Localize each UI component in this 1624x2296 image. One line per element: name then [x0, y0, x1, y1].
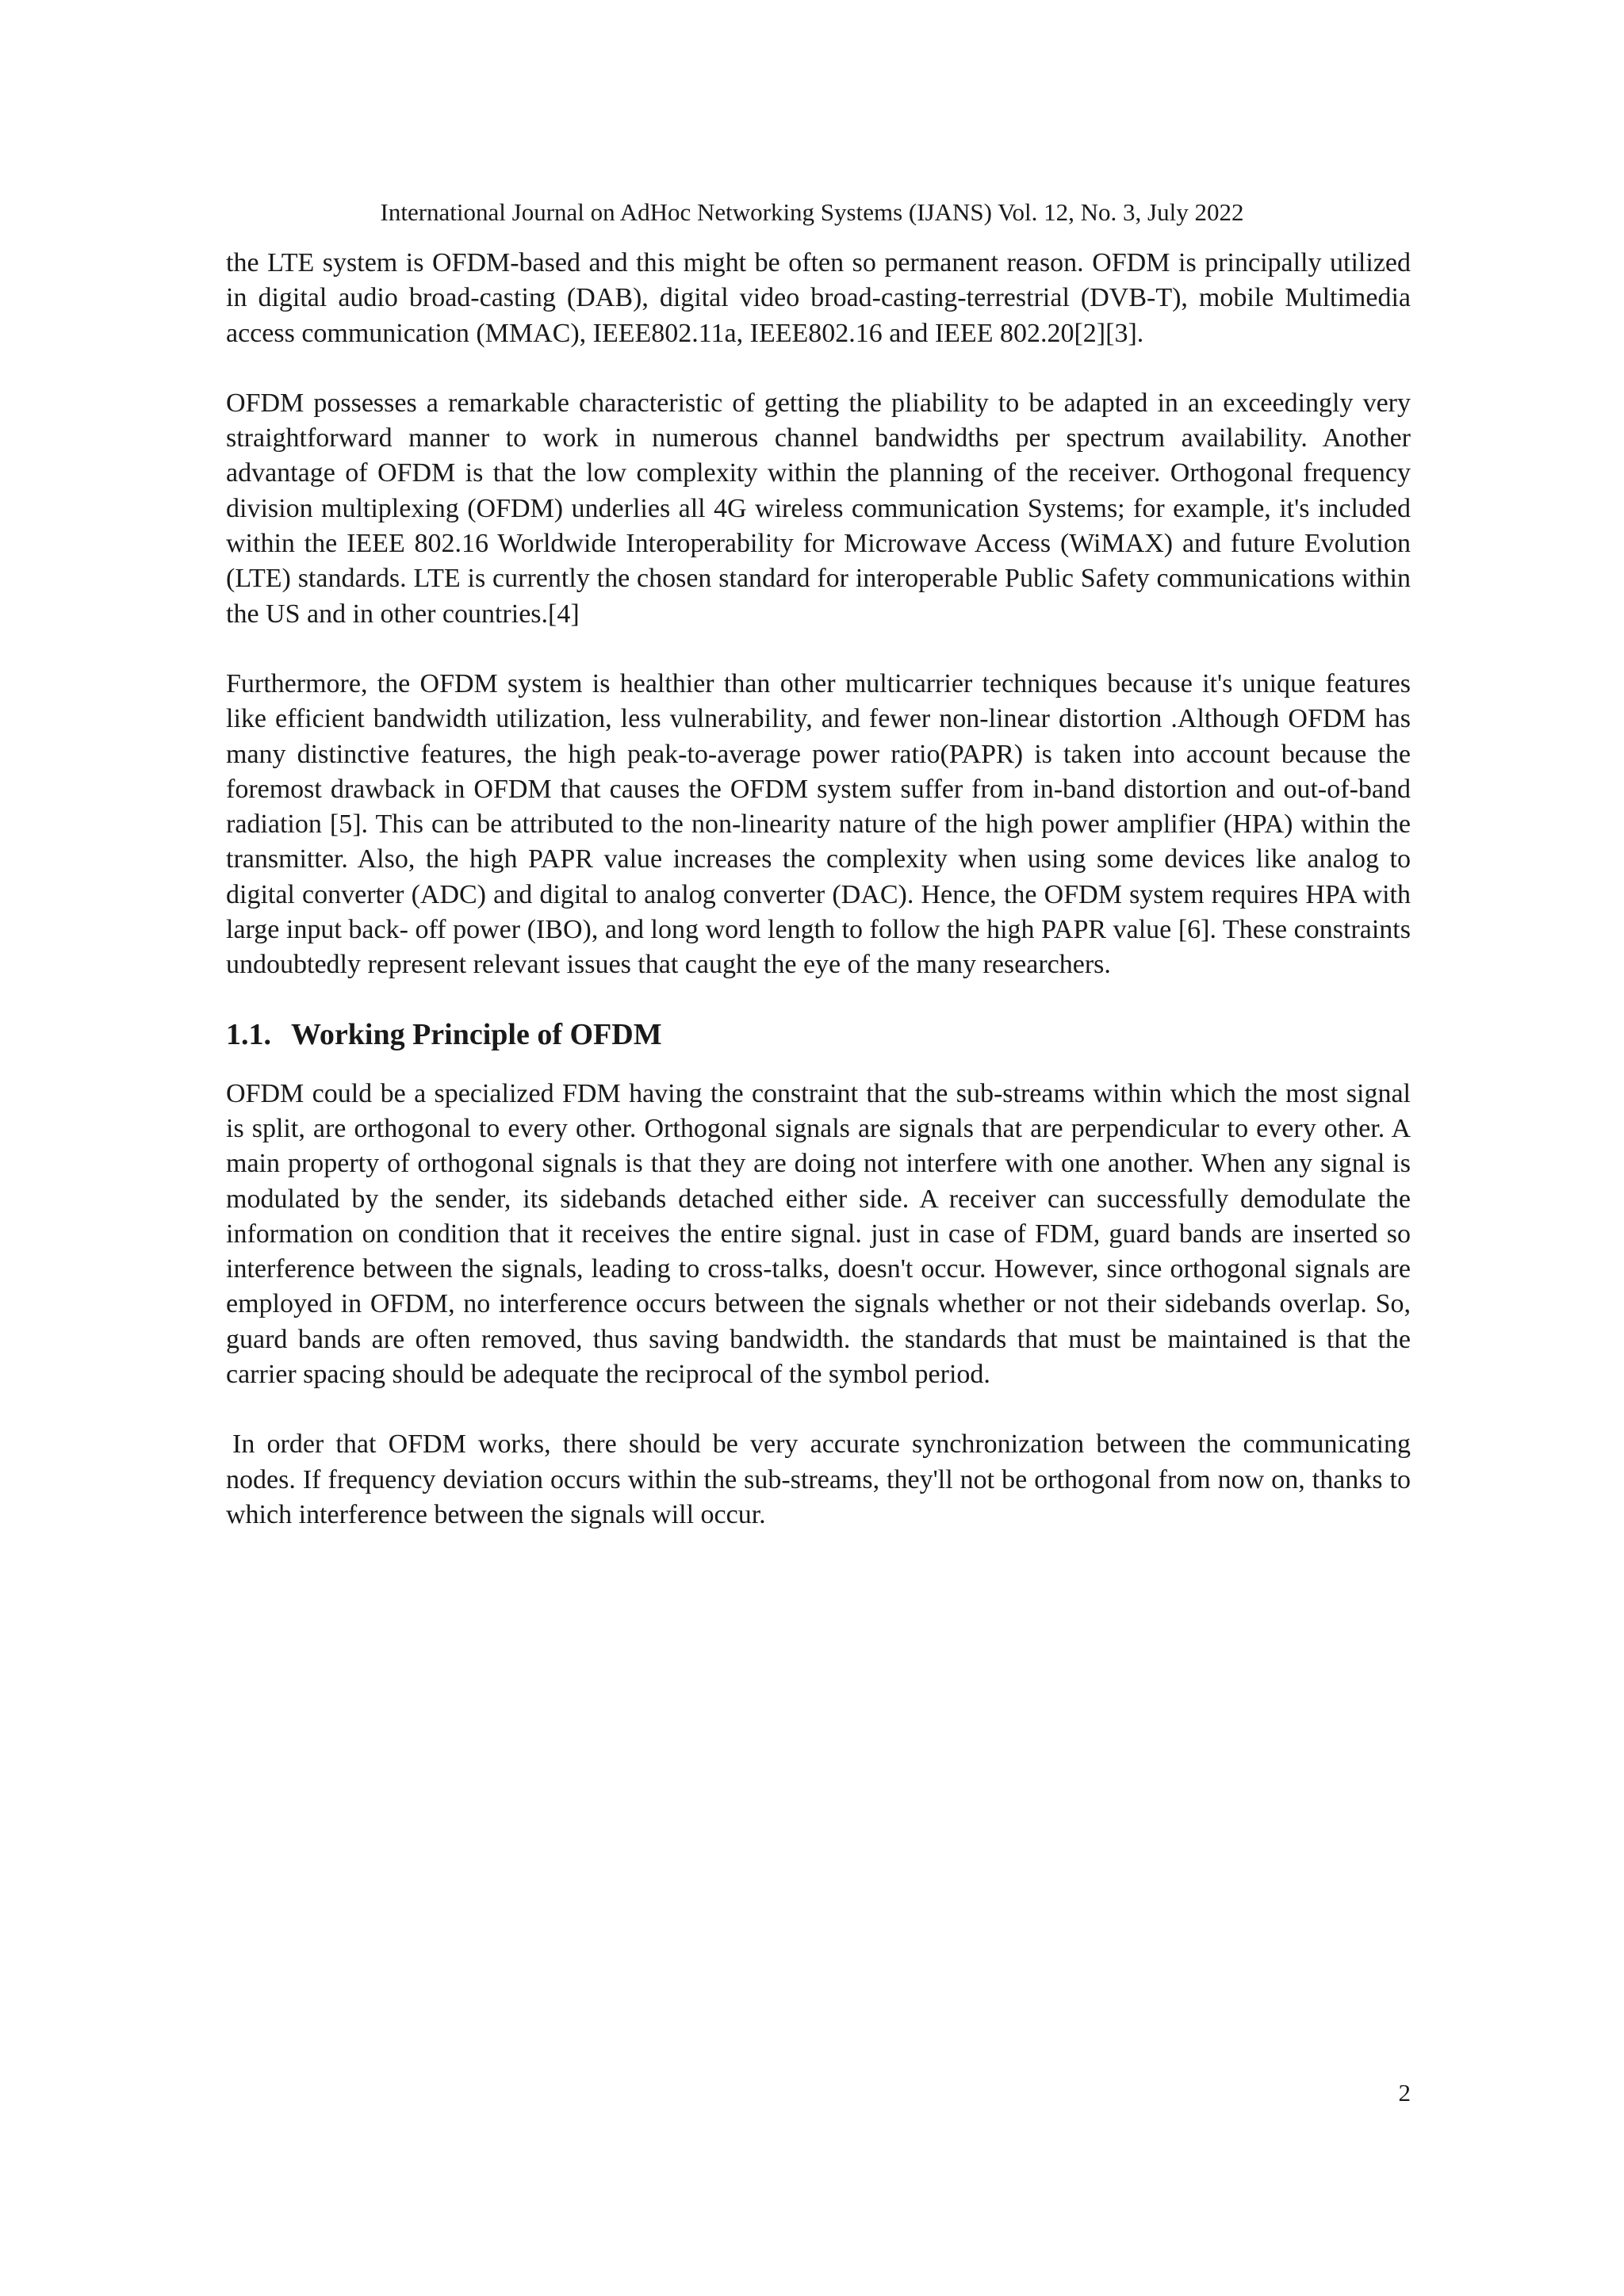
paragraph-synchronization: In order that OFDM works, there should be very accurate synchronization between the communicating nodes. If frequency deviation occurs within the sub-streams, they'll not be orthogonal from now on, thanks to which interference between the signals will occur.	[226, 1429, 1411, 1529]
section-heading	[226, 1005, 1411, 1064]
paragraph-gap	[226, 632, 1411, 667]
section-title: Working Principle of OFDM	[291, 1017, 662, 1051]
paragraph-papr: Furthermore, the OFDM system is healthier than other multicarrier techniques because it's unique features like efficient bandwidth utilization, less vulnerability, and fewer non-linear distortion .Although OFDM has many distinctive features, the high peak-to-average power ratio(PAPR) is taken into account because the foremost drawback in OFDM that causes the OFDM system suffer from in-band distortion and out-of-band radiation [5]. This can be attributed to the non-linearity nature of the high power amplifier (HPA) within the transmitter. Also, the high PAPR value increases the complexity when using some devices like analog to digital converter (ADC) and digital to analog converter (DAC). Hence, the OFDM system requires HPA with large input back- off power (IBO), and long word length to follow the high PAPR value [6]. These constraints undoubtedly represent relevant issues that caught the eye of the many researchers.	[226, 668, 1411, 980]
heading-gap	[226, 1064, 1411, 1077]
paragraph-ofdm-advantages: OFDM possesses a remarkable characteristic of getting the pliability to be adapted in an exceedingly very straightforward manner to work in numerous channel bandwidths per spectrum availability. Another advantage of OFDM is that the low complexity within the planning of the receiver. Orthogonal frequency division multiplexing (OFDM) underlies all 4G wireless communication Systems; for example, it's included within the IEEE 802.16 Worldwide Interoperability for Microwave Access (WiMAX) and future Evolution (LTE) standards. LTE is currently the chosen standard for interoperable Public Safety communications within the US and in other countries.[4]	[226, 388, 1411, 629]
page-body	[226, 246, 1411, 1533]
running-header: International Journal on AdHoc Networking Systems (IJANS) Vol. 12, No. 3, July 2022	[380, 198, 1244, 226]
paragraph-gap	[226, 1392, 1411, 1427]
page-number: 2	[1398, 2079, 1411, 2107]
section-number: 1.1.	[226, 1017, 271, 1051]
paragraph-gap	[226, 983, 1411, 1005]
paragraph-lte-ofdm: the LTE system is OFDM-based and this might be often so permanent reason. OFDM is principally utilized in digital audio broad-casting (DAB), digital video broad-casting-terrestrial (DVB-T), mobile Multimedia access communication (MMAC), IEEE802.11a, IEEE802.16 and IEEE 802.20[2][3].	[226, 248, 1411, 348]
paragraph-gap	[226, 351, 1411, 386]
paragraph-working-principle: OFDM could be a specialized FDM having the constraint that the sub-streams within which the most signal is split, are orthogonal to every other. Orthogonal signals are signals that are perpendicular to every other. A main property of orthogonal signals is that they are doing not interfere with one another. When any signal is modulated by the sender, its sidebands detached either side. A receiver can successfully demodulate the information on condition that it receives the entire signal. just in case of FDM, guard bands are inserted so interference between the signals, leading to cross-talks, doesn't occur. However, since orthogonal signals are employed in OFDM, no interference occurs between the signals whether or not their sidebands overlap. So, guard bands are often removed, thus saving bandwidth. the standards that must be maintained is that the carrier spacing should be adequate the reciprocal of the symbol period.	[226, 1078, 1411, 1390]
